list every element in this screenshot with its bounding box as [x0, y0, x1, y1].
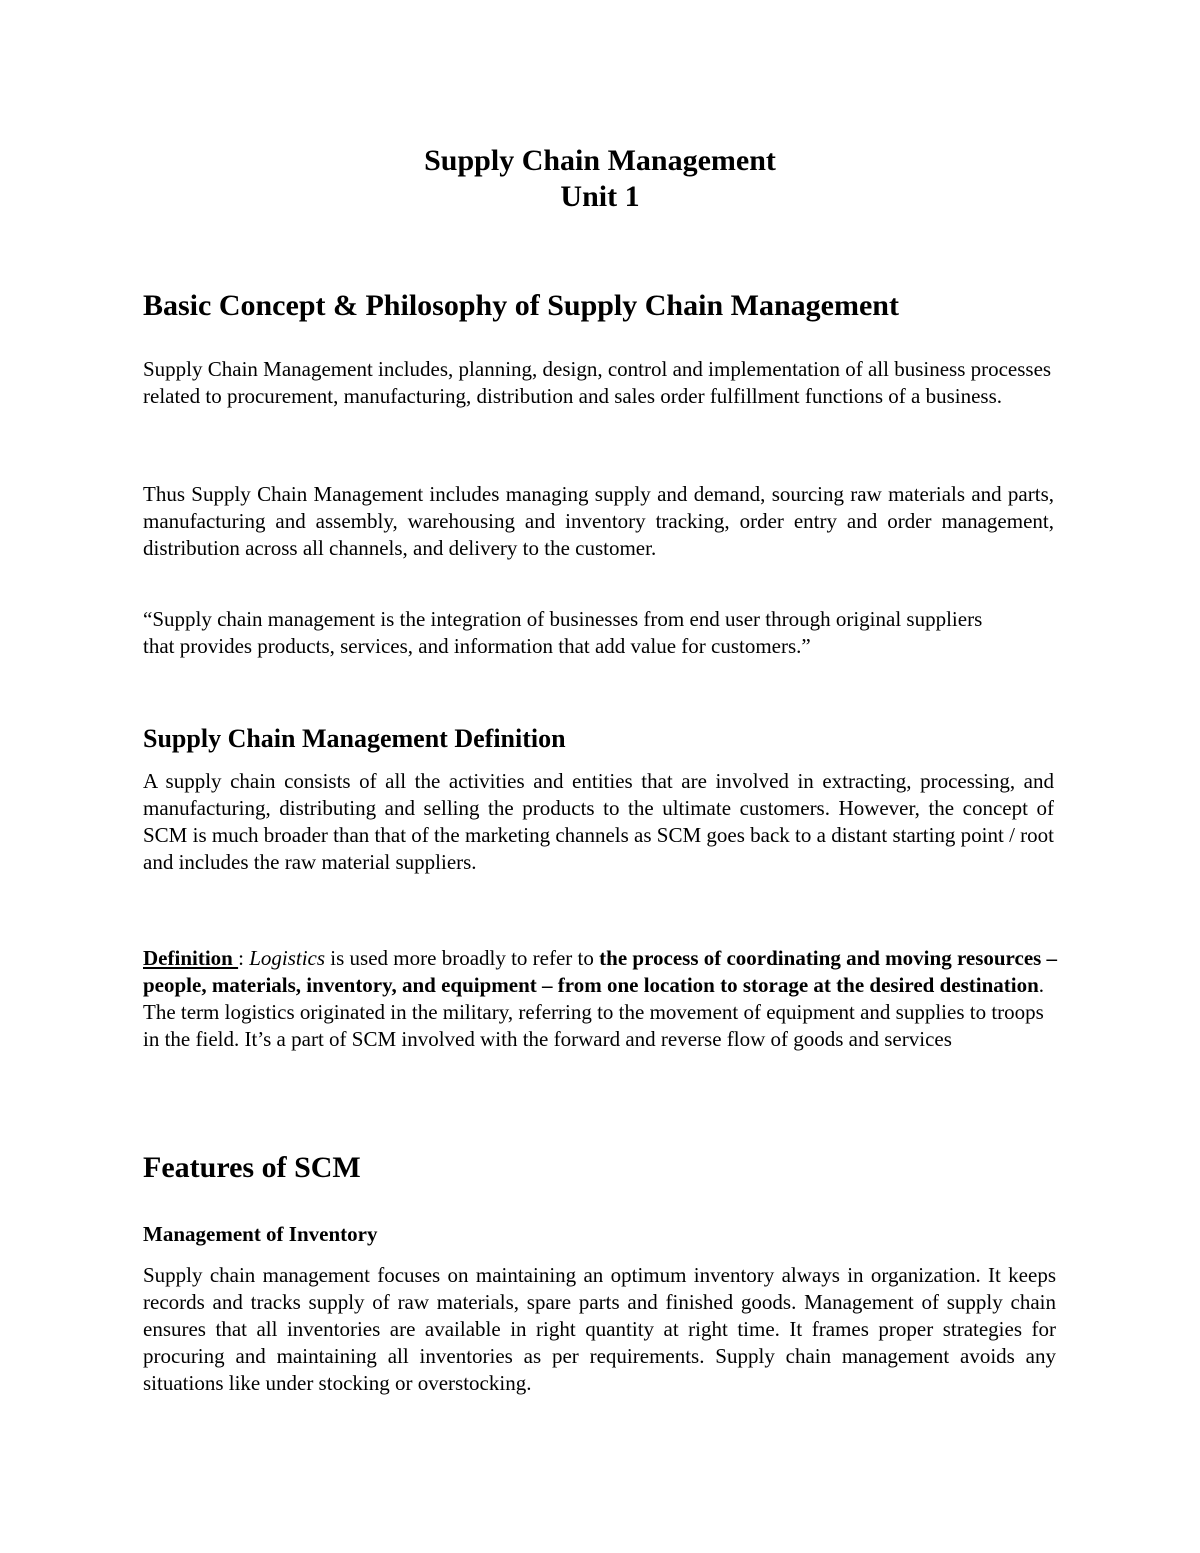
paragraph-logistics-definition [143, 945, 1058, 1053]
section-heading-features: Features of SCM [143, 1151, 361, 1184]
definition-bold-text: the process of coordinating and moving resources – people, materials, inventory, and equipment – from one location to storage at the desired destination [143, 946, 1058, 997]
paragraph-scm-quote: “Supply chain management is the integration of businesses from end user through original suppliers that provides products, services, and information that add value for customers.” [143, 607, 983, 658]
paragraph-scm-managing: Thus Supply Chain Management includes managing supply and demand, sourcing raw materials and parts, manufacturing and assembly, warehousing and inventory tracking, order entry and order management, distribution across all channels, and delivery to the customer. [143, 482, 1054, 560]
paragraph-inventory-management: Supply chain management focuses on maintaining an optimum inventory always in organization. It keeps records and tracks supply of raw materials, spare parts and finished goods. Management of supply chain ensures that all inventories are available in right quantity at right time. It frames proper strategies for procuring and maintaining all inventories as per requirements. Supply chain management avoids any situations like under stocking or overstocking. [143, 1263, 1056, 1395]
document-title: Supply Chain Management [424, 144, 776, 177]
section-heading-scm-definition: Supply Chain Management Definition [143, 724, 566, 753]
subheading-management-of-inventory: Management of Inventory [143, 1222, 378, 1246]
paragraph-scm-includes: Supply Chain Management includes, planning, design, control and implementation of all business processes related to procurement, manufacturing, distribution and sales order fulfillment functions of a business. [143, 357, 1052, 408]
definition-label: Definition [143, 946, 239, 970]
definition-term: Logistics [249, 946, 326, 970]
definition-text-1: is used more broadly to refer to [325, 946, 600, 970]
section-heading-basic-concept: Basic Concept & Philosophy of Supply Chain Management [143, 289, 899, 322]
definition-text-2: . The term logistics originated in the military, referring to the movement of equipment and supplies to troops in the field. It’s a part of SCM involved with the forward and reverse flow of goods and services [143, 973, 1045, 1051]
document-unit: Unit 1 [560, 180, 640, 213]
definition-colon: : [238, 946, 250, 970]
paragraph-supply-chain-consists: A supply chain consists of all the activities and entities that are involved in extracting, processing, and manufacturing, distributing and selling the products to the ultimate customers. However, the concept of SCM is much broader than that of the marketing channels as SCM goes back to a distant starting point / root and includes the raw material suppliers. [143, 769, 1055, 874]
